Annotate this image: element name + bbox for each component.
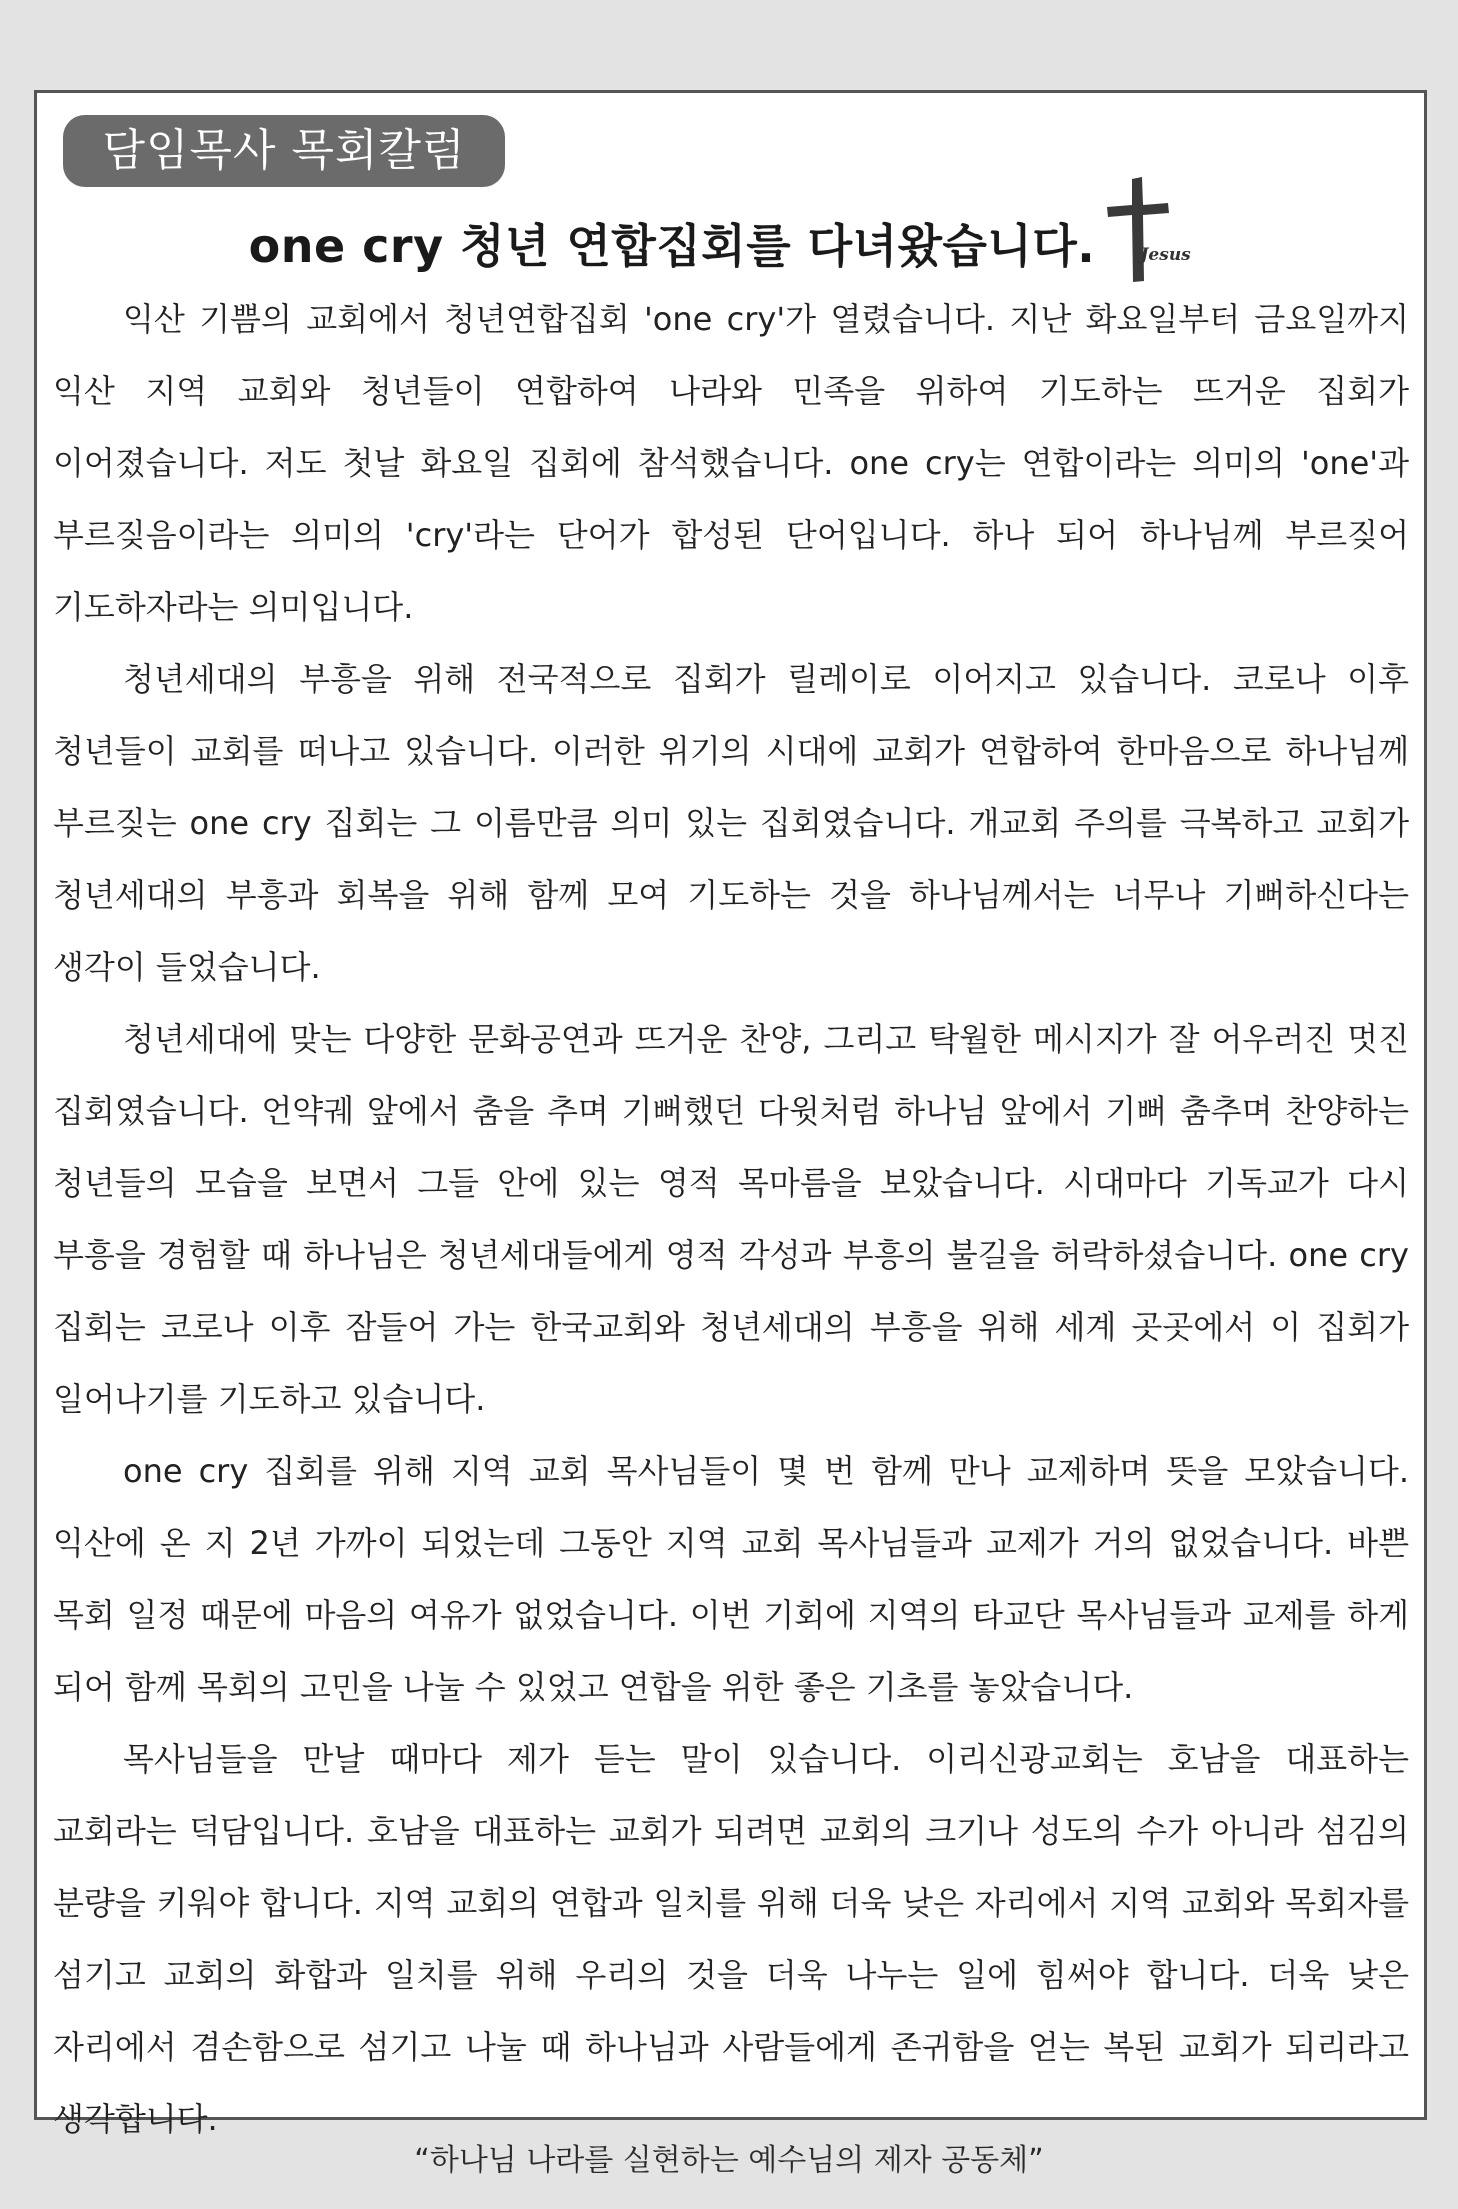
paragraph-1: 익산 기쁨의 교회에서 청년연합집회 'one cry'가 열렸습니다. 지난 화요일부터 금요일까지 익산 지역 교회와 청년들이 연합하여 나라와 민족을 위하여 기도하는 뜨거운 집회가 이어졌습니다. 저도 첫날 화요일 집회에 참석했습니다. one cry는 연합이라는 의미의 'one'과 부르짖음이라는 의미의 'cry'라는 단어가 합성된 단어입니다. 하나 되어 하나님께 부르짖어 기도하자라는 의미입니다. bbox=[53, 300, 1409, 626]
pastor-column bbox=[34, 90, 1427, 2138]
column-title-row bbox=[37, 201, 1424, 291]
paragraph-4: one cry 집회를 위해 지역 교회 목사님들이 몇 번 함께 만나 교제하며 뜻을 모았습니다. 익산에 온 지 2년 가까이 되었는데 그동안 지역 교회 목사님들과 교제가 거의 없었습니다. 바쁜 목회 일정 때문에 마음의 여유가 없었습니다. 이번 기회에 지역의 타교단 목사님들과 교제를 하게 되어 함께 목회의 고민을 나눌 수 있었고 연합을 위한 좋은 기초를 놓았습니다. bbox=[53, 1452, 1409, 1706]
column-title: one cry 청년 연합집회를 다녀왔습니다. bbox=[248, 219, 1096, 273]
column-label: 담임목사 목회칼럼 bbox=[63, 115, 505, 187]
paragraph-3: 청년세대에 맞는 다양한 문화공연과 뜨거운 찬양, 그리고 탁월한 메시지가 잘 어우러진 멋진 집회였습니다. 언약궤 앞에서 춤을 추며 기뻐했던 다윗처럼 하나님 앞에서 기뻐 춤추며 찬양하는 청년들의 모습을 보면서 그들 안에 있는 영적 목마름을 보았습니다. 시대마다 기독교가 다시 부흥을 경험할 때 하나님은 청년세대들에게 영적 각성과 부흥의 불길을 허락하셨습니다. one cry 집회는 코로나 이후 잠들어 가는 한국교회와 청년세대의 부흥을 위해 세계 곳곳에서 이 집회가 일어나기를 기도하고 있습니다. bbox=[53, 1020, 1409, 1418]
cross-caption: Jesus bbox=[1140, 245, 1191, 265]
column-body bbox=[53, 283, 1409, 2155]
paragraph-5: 목사님들을 만날 때마다 제가 듣는 말이 있습니다. 이리신광교회는 호남을 대표하는 교회라는 덕담입니다. 호남을 대표하는 교회가 되려면 교회의 크기나 성도의 수가 아니라 섬김의 분량을 키워야 합니다. 지역 교회의 연합과 일치를 위해 더욱 낮은 자리에서 지역 교회와 목회자를 섬기고 교회의 화합과 일치를 위해 우리의 것을 더욱 나누는 일에 힘써야 합니다. 더욱 낮은 자리에서 겸손함으로 섬기고 나눌 때 하나님과 사람들에게 존귀함을 얻는 복된 교회가 되리라고 생각합니다. bbox=[53, 1740, 1409, 2138]
paragraph-2: 청년세대의 부흥을 위해 전국적으로 집회가 릴레이로 이어지고 있습니다. 코로나 이후 청년들이 교회를 떠나고 있습니다. 이러한 위기의 시대에 교회가 연합하여 한마음으로 하나님께 부르짖는 one cry 집회는 그 이름만큼 의미 있는 집회였습니다. 개교회 주의를 극복하고 교회가 청년세대의 부흥과 회복을 위해 함께 모여 기도하는 것을 하나님께서는 너무나 기뻐하신다는 생각이 들었습니다. bbox=[53, 660, 1409, 986]
cross-icon bbox=[1102, 201, 1212, 291]
footer-slogan: “하나님 나라를 실현하는 예수님의 제자 공동체” bbox=[414, 2143, 1044, 2178]
